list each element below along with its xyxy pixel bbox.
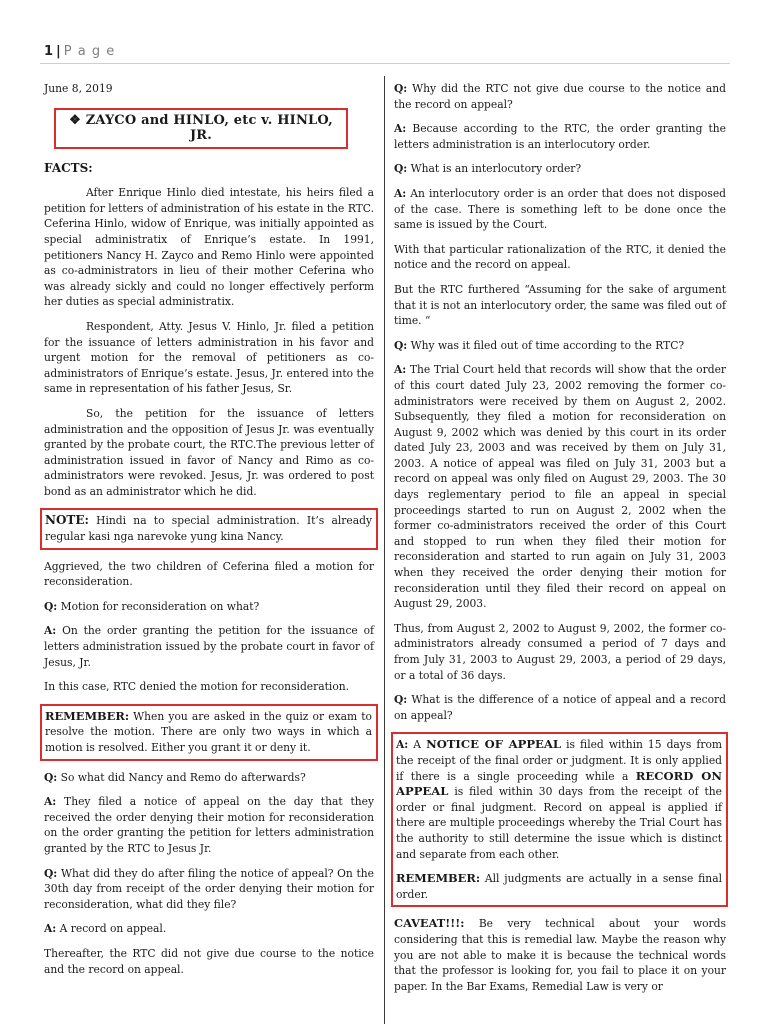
right-answer-2 — [394, 186, 726, 233]
remember-box — [40, 704, 378, 761]
right-question-4-label: Q: — [394, 693, 408, 707]
right-answer-2-text: An interlocutory order is an order that does not disposed of the case. There is something left to be done once the same is issued by the Court. — [394, 186, 726, 232]
facts-heading: FACTS: — [44, 160, 93, 175]
caveat-text: Be very technical about your words considering that this is remedial law. Maybe the reason why you are not able to make it is because the technical words that the professor is looking for, you fail to place it on your paper. In the Bar Exams, Remedial Law is very or — [394, 917, 726, 993]
answer-2 — [44, 794, 374, 856]
right-question-3 — [394, 338, 726, 354]
question-1 — [44, 599, 374, 615]
right-question-2-label: Q: — [394, 162, 408, 176]
right-answer-3-label: A: — [394, 363, 407, 377]
page-word: P a g e — [63, 44, 116, 59]
appeal-answer-label: A: — [396, 738, 409, 752]
question-3 — [44, 866, 374, 913]
answer-3-label: A: — [44, 922, 57, 936]
question-3-text: What did they do after filing the notice of appeal? On the 30th day from receipt of the order denying their motion for reconsideration, what did they file? — [44, 866, 374, 911]
box-remember-text: All judgments are actually in a sense final order. — [396, 872, 722, 901]
note-body: Hindi na to special administration. It’s already regular kasi nga narevoke yung kina Nancy. — [45, 514, 372, 544]
page-header — [44, 44, 115, 59]
period-paragraph: Thus, from August 2, 2002 to August 9, 2002, the former co-administrators already consumed a period of 7 days and from July 31, 2003 to August 29, 2003, a period of 29 days, or a total of 36 days. — [394, 621, 726, 682]
case-title: ZAYCO and HINLO, etc v. HINLO, JR. — [85, 112, 333, 143]
appeal-answer-mid: is filed within 15 days from the receipt of the final order or judgment. It is only applied if there is a single proceeding while a — [396, 738, 723, 783]
header-rule — [40, 63, 730, 64]
appeal-answer-pre: A — [408, 738, 427, 752]
right-question-1-text: Why did the RTC not give due course to the notice and the record on appeal? — [394, 82, 726, 111]
box-remember-label: REMEMBER: — [396, 871, 481, 886]
right-answer-1-text: Because according to the RTC, the order granting the letters administration is an interlocutory order. — [394, 122, 726, 151]
right-answer-3-text: The Trial Court held that records will show that the order of this court dated July 23, 2002 removing the former co-administrators were received by them on August 2, 2002. Subsequently, they filed a motion for reconsideration on August 9, 2002 which was denied by this court in its order dated July 23, 2003 and was received by them on July 31, 2003. A notice of appeal was filed on July 31, 2003 but a record on appeal was only filed on August 29, 2003. The 30 days reglementary period to file an appeal in special proceedings started to run on August 2, 2002 when the former co-administrators received the order of this Court and stopped to run when they filed their motion for reconsideration and started to run again on July 31, 2003 when they received the order denying their motion for reconsideration until they filed their record on appeal on August 29, 2003. — [394, 363, 726, 611]
right-answer-3 — [394, 362, 726, 612]
denied-paragraph: In this case, RTC denied the motion for reconsideration. — [44, 680, 350, 694]
right-question-2 — [394, 161, 726, 177]
right-question-3-label: Q: — [394, 338, 408, 352]
appeal-difference-box — [391, 732, 728, 907]
box-remember — [396, 871, 722, 902]
remember-body: When you are asked in the quiz or exam to resolve the motion. There are only two ways in which a motion is resolved. Either you grant it or deny it. — [45, 709, 372, 754]
right-question-4 — [394, 692, 726, 723]
answer-2-text: They filed a notice of appeal on the day that they received the order denying their motion for reconsideration on the order granting the petition for letters administration granted by the RTC to Jesus Jr. — [44, 795, 374, 855]
right-question-3-text: Why was it filed out of time according to the RTC? — [407, 338, 685, 352]
right-question-1 — [394, 81, 726, 112]
right-answer-1-label: A: — [394, 122, 407, 136]
answer-1-label: A: — [44, 624, 57, 638]
page-number: 1 — [44, 44, 54, 59]
right-question-2-text: What is an interlocutory order? — [407, 162, 582, 176]
column-divider — [384, 76, 385, 1024]
right-column — [394, 81, 726, 1003]
question-2-text: So what did Nancy and Remo do afterwards? — [57, 770, 306, 784]
remember-text — [45, 709, 372, 756]
diamond-bullet-icon: ❖ — [69, 112, 81, 128]
note-label: NOTE: — [45, 513, 89, 528]
answer-1 — [44, 623, 374, 670]
facts-paragraph-3: So, the petition for the issuance of letters administration and the opposition of Jesus Jr. was eventually granted by the probate court, the RTC.The previous letter of administration issued in favor of Nancy and Rimo as co-administrators were revoked. Jesus, Jr. was ordered to post bond as an administrator which he did. — [44, 406, 374, 498]
right-answer-2-label: A: — [394, 186, 407, 200]
question-1-label: Q: — [44, 599, 58, 613]
question-2-label: Q: — [44, 770, 58, 784]
remember-label: REMEMBER: — [45, 708, 130, 723]
caveat-paragraph — [394, 916, 726, 994]
question-2 — [44, 770, 374, 786]
answer-3 — [44, 921, 374, 937]
page-separator: | — [56, 44, 61, 59]
rationalization-paragraph: With that particular rationalization of the RTC, it denied the notice and the record on appeal. — [394, 242, 726, 272]
left-column — [44, 81, 374, 986]
case-title-box — [54, 108, 348, 149]
question-3-label: Q: — [44, 866, 58, 880]
answer-3-text: A record on appeal. — [56, 922, 167, 936]
aggrieved-paragraph: Aggrieved, the two children of Ceferina filed a motion for reconsideration. — [44, 559, 374, 589]
document-date: June 8, 2019 — [44, 82, 113, 95]
notice-of-appeal-keyword: NOTICE OF APPEAL — [426, 737, 562, 752]
note-box — [40, 508, 378, 549]
right-answer-1 — [394, 121, 726, 152]
right-question-1-label: Q: — [394, 82, 408, 95]
answer-2-label: A: — [44, 795, 57, 809]
furthered-paragraph: But the RTC furthered “Assuming for the sake of argument that it is not an interlocutory order, the same was filed out of time. “ — [394, 282, 726, 328]
answer-1-text: On the order granting the petition for the issuance of letters administration issued by the probate court in favor of Jesus, Jr. — [44, 624, 374, 669]
facts-paragraph-1: After Enrique Hinlo died intestate, his heirs filed a petition for letters of administration of his estate in the RTC. Ceferina Hinlo, widow of Enrique, was initially appointed as special administratix of Enrique’s estate. In 1991, petitioners Nancy H. Zayco and Remo Hinlo were appointed as co-administrators in lieu of their mother Ceferina who was already sickly and could no longer effectively perform her duties as special administratix. — [44, 186, 374, 309]
right-question-4-text: What is the difference of a notice of appeal and a record on appeal? — [394, 693, 726, 722]
note-text — [45, 513, 372, 544]
thereafter-paragraph: Thereafter, the RTC did not give due course to the notice and the record on appeal. — [44, 946, 374, 976]
caveat-label: CAVEAT!!!: — [394, 916, 465, 931]
question-1-text: Motion for reconsideration on what? — [57, 599, 260, 613]
appeal-answer — [396, 737, 722, 862]
record-on-appeal-keyword: RECORD ON APPEAL — [396, 768, 722, 799]
facts-paragraph-2: Respondent, Atty. Jesus V. Hinlo, Jr. filed a petition for the issuance of letters administration in his favor and urgent motion for the removal of petitioners as co-administrators of Enrique’s estate. Jesus, Jr. entered into the same in representation of his father Jesus, Sr. — [44, 319, 374, 396]
appeal-answer-post: is filed within 30 days from the receipt of the order or final judgment. Record on appeal is applied if there are multiple proceedings whereby the Trial Court has the authority to still determine the issue which is distinct and separate from each other. — [396, 785, 722, 861]
